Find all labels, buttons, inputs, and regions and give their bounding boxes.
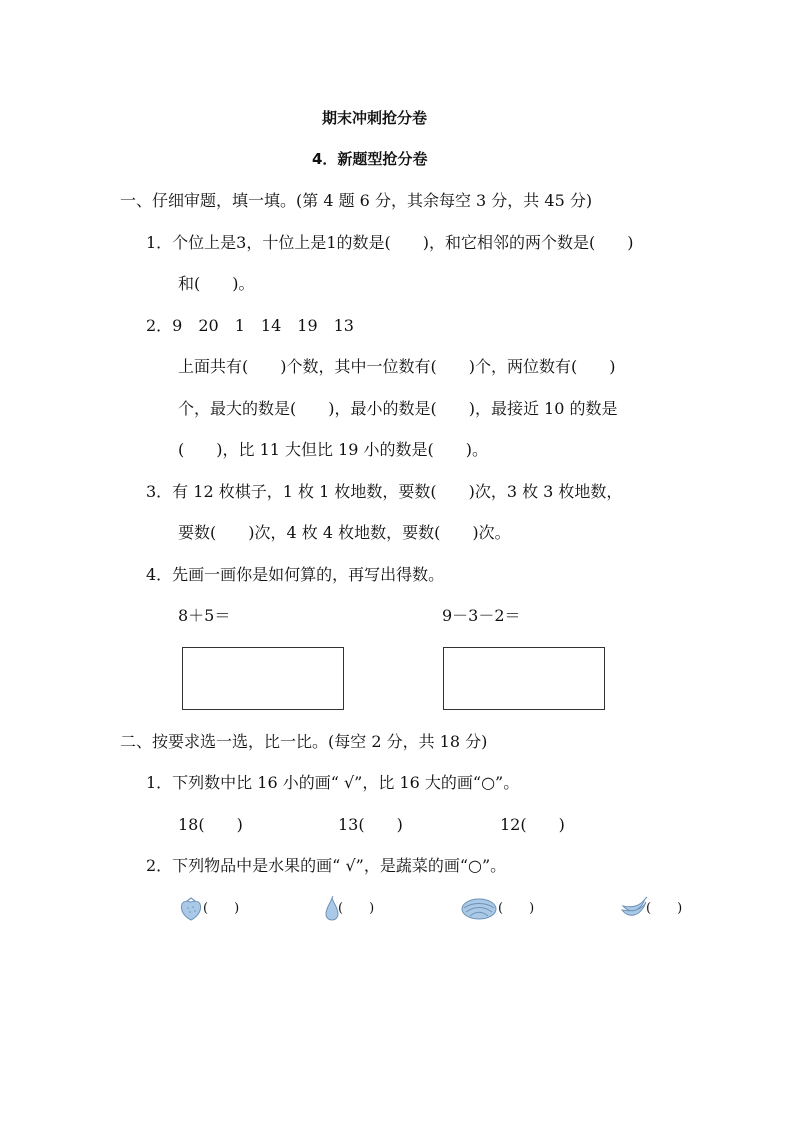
strawberry-blank[interactable]: ( ) xyxy=(203,901,240,916)
q2-line1: 上面共有( )个数，其中一位数有( )个，两位数有( ) xyxy=(178,357,616,376)
banana-icon xyxy=(620,896,648,920)
strawberry-icon xyxy=(178,896,204,922)
s2-q2-prompt: 2．下列物品中是水果的画“ √”，是蔬菜的画“○”。 xyxy=(146,856,507,875)
q3-line1: 3．有 12 枚棋子，1 枚 1 枚地数，要数( )次，3 枚 3 枚地数， xyxy=(146,482,623,501)
banana-blank[interactable]: ( ) xyxy=(646,901,683,916)
q2-numbers: 2．9 20 1 14 19 13 xyxy=(146,316,354,335)
cabbage-icon xyxy=(460,896,498,922)
page-title: 期末冲刺抢分卷 xyxy=(322,109,428,127)
s2-q1-item-18[interactable]: 18( ) xyxy=(178,815,243,834)
q2-line2: 个，最大的数是( )，最小的数是( )，最接近 10 的数是 xyxy=(178,399,618,418)
answer-box-a[interactable] xyxy=(182,647,344,710)
q4-expr-b: 9－3－2＝ xyxy=(442,606,521,625)
s2-q1-item-13[interactable]: 13( ) xyxy=(338,815,403,834)
cabbage-blank[interactable]: ( ) xyxy=(498,901,535,916)
q3-line2: 要数( )次，4 枚 4 枚地数，要数( )次。 xyxy=(178,523,511,542)
q2-line3: ( )，比 11 大但比 19 小的数是( )。 xyxy=(178,440,489,459)
s2-q1-item-12[interactable]: 12( ) xyxy=(500,815,565,834)
pear-blank[interactable]: ( ) xyxy=(338,901,375,916)
answer-box-b[interactable] xyxy=(443,647,605,710)
page-subtitle: 4．新题型抢分卷 xyxy=(312,150,428,168)
q4-prompt: 4．先画一画你是如何算的，再写出得数。 xyxy=(146,565,445,584)
section1-heading: 一、仔细审题，填一填。(第 4 题 6 分，其余每空 3 分，共 45 分) xyxy=(120,191,593,210)
q1-line2: 和( )。 xyxy=(178,274,255,293)
section2-heading: 二、按要求选一选，比一比。(每空 2 分，共 18 分) xyxy=(120,732,488,751)
q4-expr-a: 8＋5＝ xyxy=(178,606,231,625)
s2-q1-prompt: 1．下列数中比 16 小的画“ √”，比 16 大的画“○”。 xyxy=(146,773,520,792)
q1-line1: 1．个位上是3，十位上是1的数是( )，和它相邻的两个数是( ) xyxy=(146,233,634,252)
